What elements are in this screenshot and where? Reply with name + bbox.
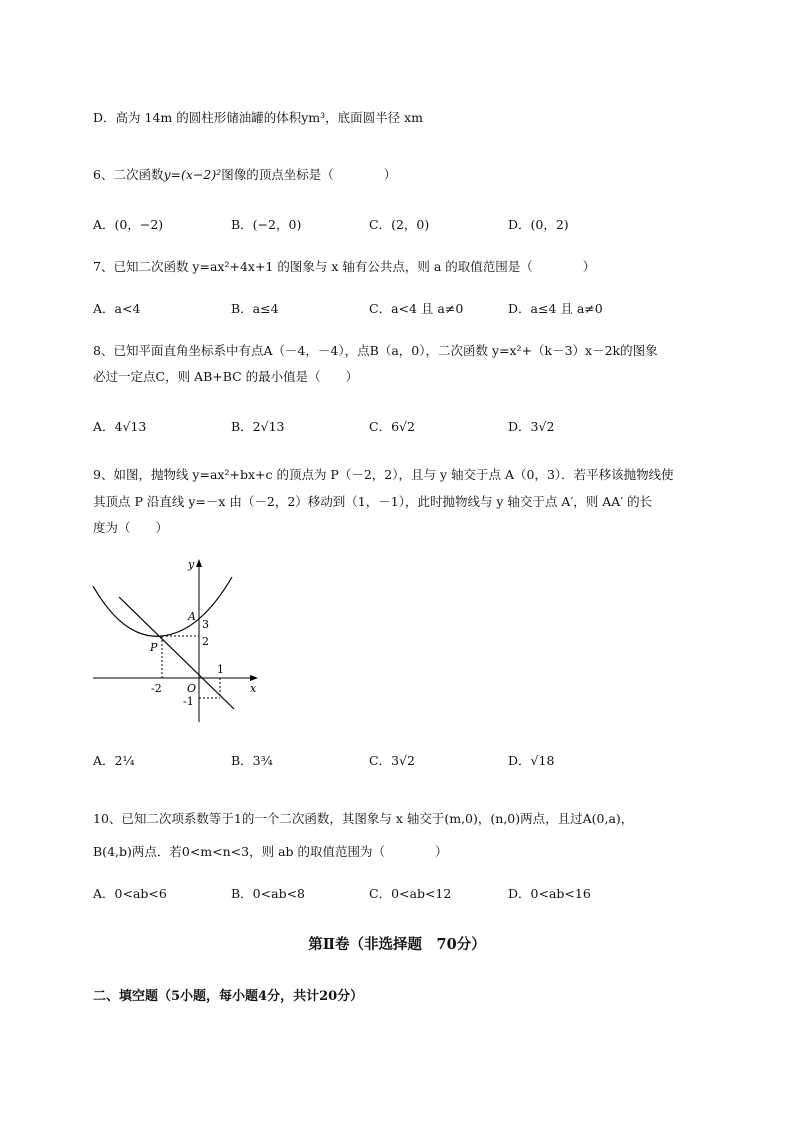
label-neg2: -2 — [151, 682, 162, 695]
label-x: x — [250, 682, 257, 695]
q10-option-c: C．0<ab<12 — [369, 886, 452, 901]
label-a: A — [188, 610, 196, 623]
q6-stem-b: 图像的顶点坐标是（ ） — [221, 167, 397, 182]
label-neg1: -1 — [183, 695, 194, 708]
q8-option-b: B．2√13 — [231, 419, 285, 434]
q10-option-b: B．0<ab<8 — [231, 886, 305, 901]
part2-title: 第Ⅱ卷（非选择题 70分） — [308, 936, 486, 953]
q6-option-b: B．(−2，0) — [231, 217, 302, 232]
q9-line2: 其顶点 P 沿直线 y=－x 由（－2，2）移动到（1，－1），此时抛物线与 y 轴交于点 A′，则 AA′ 的长 — [93, 494, 653, 509]
q8-line2: 必过一定点C，则 AB+BC 的最小值是（ ） — [93, 369, 359, 384]
q7-stem: 7、已知二次函数 y=ax²+4x+1 的图象与 x 轴有公共点，则 a 的取值范围是（ ） — [93, 259, 596, 274]
q9-figure — [85, 550, 270, 725]
q6-formula: y=(x−2)² — [163, 167, 222, 182]
q6-option-d: D．(0，2) — [508, 217, 569, 232]
q7-option-d: D．a≤4 且 a≠0 — [508, 301, 603, 316]
q6-stem — [93, 167, 396, 183]
q10-option-d: D．0<ab<16 — [508, 886, 591, 901]
label-3: 3 — [202, 618, 209, 631]
q7-option-c: C．a<4 且 a≠0 — [369, 301, 464, 316]
q10-line1: 10、已知二次项系数等于1的一个二次函数，其图象与 x 轴交于(m,0)，(n,0)两点，且过A(0,a)， — [93, 811, 634, 826]
label-2: 2 — [202, 635, 209, 648]
q6-stem-a: 6、二次函数 — [93, 167, 164, 182]
q9-option-c: C．3√2 — [369, 753, 415, 768]
y-axis-arrow — [196, 559, 202, 567]
q6-option-a: A．(0，−2) — [93, 217, 164, 232]
x-axis-arrow — [250, 675, 258, 681]
section2-title: 二、填空题（5小题，每小题4分，共计20分） — [93, 989, 364, 1004]
parabola — [93, 577, 232, 636]
q9-option-d: D．√18 — [508, 753, 555, 768]
label-1: 1 — [217, 663, 224, 676]
q6-option-c: C．(2，0) — [369, 217, 430, 232]
label-y: y — [188, 558, 195, 571]
q10-line2: B(4,b)两点．若0<m<n<3，则 ab 的取值范围为（ ） — [93, 844, 448, 859]
q8-option-c: C．6√2 — [369, 419, 415, 434]
q9-option-a: A．2¼ — [93, 753, 135, 768]
q9-line1: 9、如图，抛物线 y=ax²+bx+c 的顶点为 P（－2，2），且与 y 轴交于点 A（0，3）．若平移该抛物线使 — [93, 467, 674, 482]
q10-option-a: A．0<ab<6 — [93, 886, 167, 901]
line-y-neg-x — [119, 597, 234, 709]
q8-option-a: A．4√13 — [93, 419, 147, 434]
label-p: P — [150, 641, 158, 654]
q8-option-d: D．3√2 — [508, 419, 555, 434]
label-o: O — [187, 682, 197, 695]
q8-line1: 8、已知平面直角坐标系中有点A（－4，－4），点B（a，0），二次函数 y=x²+（k－3）x－2k的图象 — [93, 343, 658, 358]
q7-option-a: A．a<4 — [93, 301, 141, 316]
q9-line3: 度为（ ） — [93, 520, 169, 535]
q9-option-b: B．3¾ — [231, 753, 273, 768]
q5-option-d: D．高为 14m 的圆柱形储油罐的体积ym³，底面圆半径 xm — [93, 110, 424, 125]
q7-option-b: B．a≤4 — [231, 301, 279, 316]
